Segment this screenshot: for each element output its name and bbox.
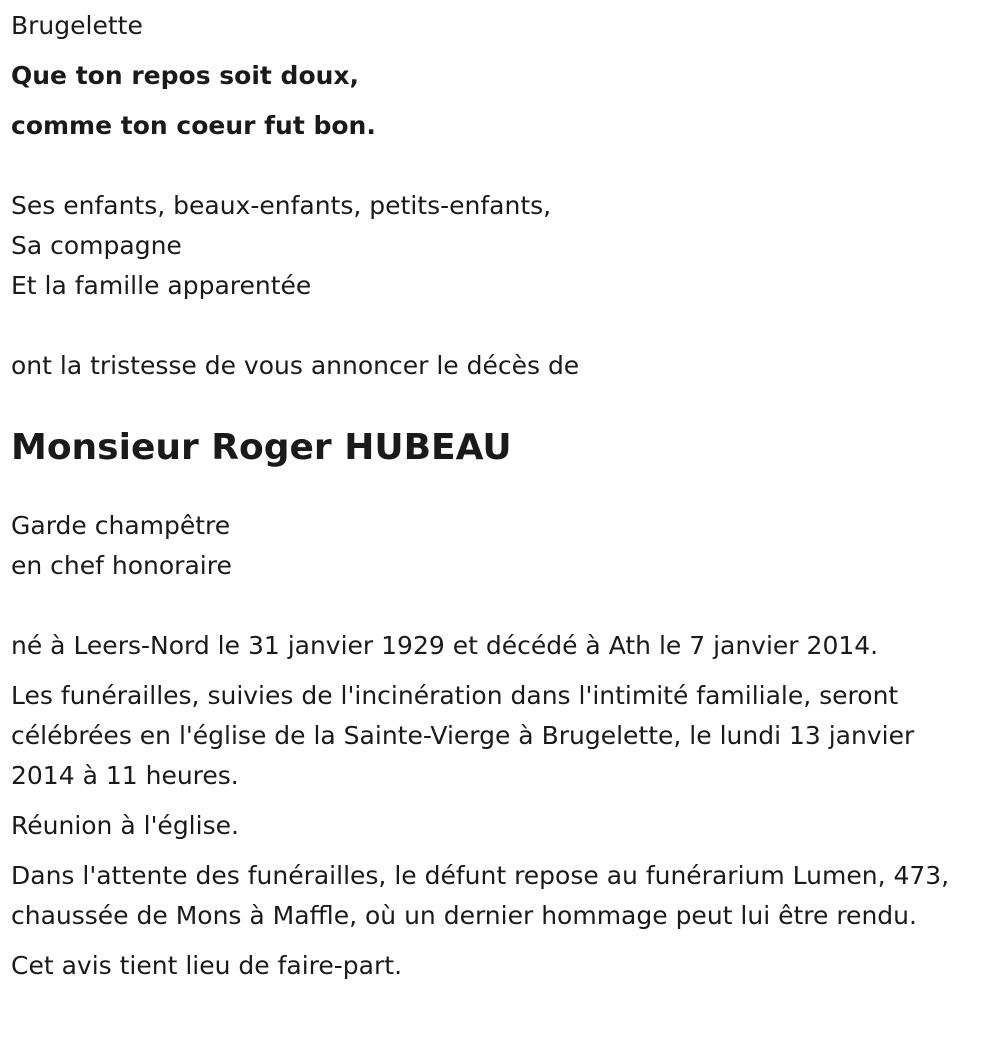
funeral-paragraph: Les funérailles, suivies de l'incinération dans l'intimité familiale, seront célébrées en l'église de la Sainte-Vierge à Brugelette, le lundi 13 janvier 2014 à 11 heures. [11,681,915,790]
motto-line-1: Que ton repos soit doux, [11,61,360,90]
family-line-2: Sa compagne [11,231,182,260]
family-line-1: Ses enfants, beaux-enfants, petits-enfants, [11,191,552,220]
announcement-text: ont la tristesse de vous annoncer le décès de [11,351,580,380]
closing-paragraph: Cet avis tient lieu de faire-part. [11,951,403,980]
title-line-1: Garde champêtre [11,511,231,540]
motto-line-2: comme ton coeur fut bon. [11,111,376,140]
meeting-paragraph: Réunion à l'église. [11,811,239,840]
deceased-name: Monsieur Roger HUBEAU [11,427,512,468]
title-line-2: en chef honoraire [11,551,232,580]
place-name: Brugelette [11,11,143,40]
family-line-3: Et la famille apparentée [11,271,312,300]
birth-death-paragraph: né à Leers-Nord le 31 janvier 1929 et décédé à Ath le 7 janvier 2014. [11,631,879,660]
funerarium-paragraph: Dans l'attente des funérailles, le défunt repose au funérarium Lumen, 473, chaussée de Mons à Maffle, où un dernier hommage peut lui être rendu. [11,861,950,930]
